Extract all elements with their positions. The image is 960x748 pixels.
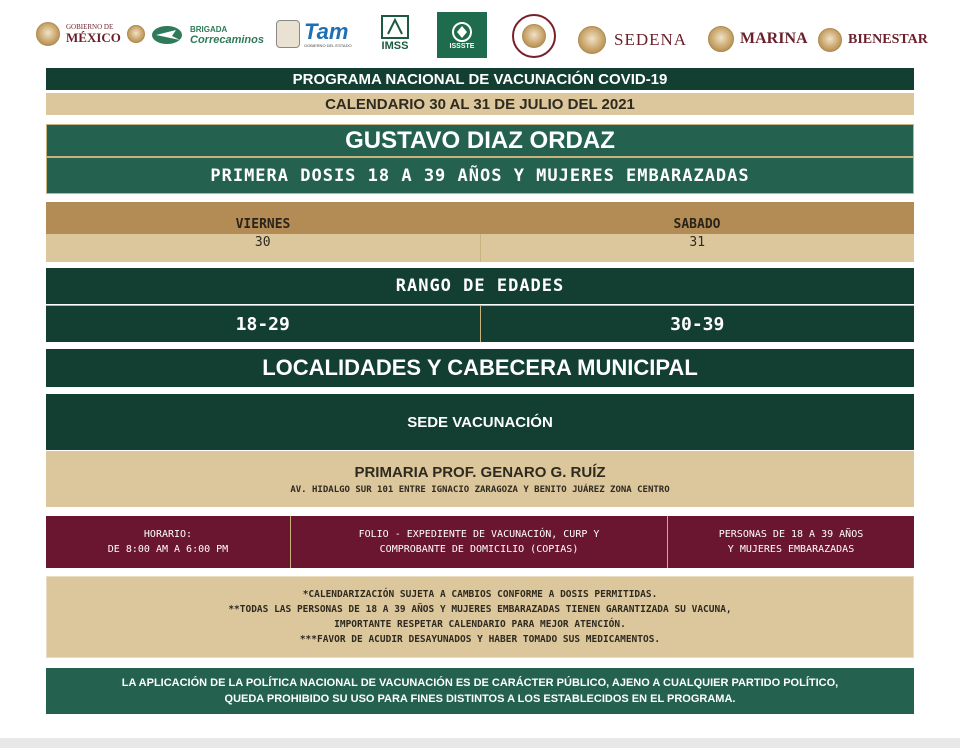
program-title: PROGRAMA NACIONAL DE VACUNACIÓN COVID-19 xyxy=(46,68,914,90)
age-range-1: 18-29 xyxy=(235,313,290,335)
documents-cell xyxy=(290,516,668,568)
age-range-row xyxy=(46,305,914,342)
gobierno-line2: MÉXICO xyxy=(66,29,121,45)
day-numbers-row xyxy=(46,234,914,262)
venue-details xyxy=(46,451,914,507)
note-1: *CALENDARIZACIÓN SUJETA A CAMBIOS CONFORME A DOSIS PERMITIDAS. xyxy=(302,589,658,600)
bienestar-text: BIENESTAR xyxy=(848,32,928,47)
day-name-2: SABADO xyxy=(673,217,721,232)
schedule-line1: HORARIO: xyxy=(143,529,193,540)
info-row xyxy=(46,516,914,568)
note-3: IMPORTANTE RESPETAR CALENDARIO PARA MEJOR ATENCIÓN. xyxy=(334,619,626,630)
people-line2: Y MUJERES EMBARAZADAS xyxy=(727,544,855,555)
bottom-edge xyxy=(0,738,960,748)
disclaimer xyxy=(46,668,914,714)
sedena-seal-icon xyxy=(578,26,606,54)
age-range-title: RANGO DE EDADES xyxy=(46,268,914,304)
tam-text: Tam xyxy=(304,18,349,44)
note-4: ***FAVOR DE ACUDIR DESAYUNADOS Y HABER TOMADO SUS MEDICAMENTOS. xyxy=(299,634,661,645)
people-cell xyxy=(668,516,914,568)
sedena-logo xyxy=(578,26,687,54)
disclaimer-line1: LA APLICACIÓN DE LA POLÍTICA NACIONAL DE VACUNACIÓN ES DE CARÁCTER PÚBLICO, AJENO A CUALQUIER PARTIDO POLÍTICO, xyxy=(121,677,839,689)
issste-text: ISSSTE xyxy=(449,42,475,50)
marina-text: MARINA xyxy=(740,30,808,47)
marina-logo xyxy=(708,26,808,52)
venue-address: AV. HIDALGO SUR 101 ENTRE IGNACIO ZARAGOZA Y BENITO JUÁREZ ZONA CENTRO xyxy=(290,484,670,495)
logo-strip xyxy=(0,0,960,68)
national-seal-logo xyxy=(512,14,556,58)
day-number-2: 31 xyxy=(480,234,915,262)
disclaimer-line2: QUEDA PROHIBIDO SU USO PARA FINES DISTINTOS A LOS ESTABLECIDOS EN EL PROGRAMA. xyxy=(224,693,736,705)
dose-group: PRIMERA DOSIS 18 A 39 AÑOS Y MUJERES EMBARAZADAS xyxy=(46,157,914,194)
day-number-1: 30 xyxy=(254,235,271,250)
note-2: **TODAS LAS PERSONAS DE 18 A 39 AÑOS Y MUJERES EMBARAZADAS TIENEN GARANTIZADA SU VACUNA, xyxy=(228,604,732,615)
tamaulipas-logo xyxy=(276,20,352,48)
sedena-text: SEDENA xyxy=(614,30,688,49)
municipality-title: GUSTAVO DIAZ ORDAZ xyxy=(46,124,914,157)
calendar-title: CALENDARIO 30 AL 31 DE JULIO DEL 2021 xyxy=(46,93,914,115)
tamaulipas-shield-icon xyxy=(276,20,300,48)
brigada-line2: Correcaminos xyxy=(190,33,264,46)
gobierno-mexico-logo xyxy=(36,22,145,46)
day-name-1: VIERNES xyxy=(235,217,291,232)
day-names-row xyxy=(46,202,914,234)
brigada-correcaminos-logo xyxy=(150,24,264,46)
issste-logo xyxy=(437,12,487,58)
imss-text: IMSS xyxy=(381,40,409,52)
imss-emblem-icon xyxy=(380,14,410,40)
tam-sub: GOBIERNO DEL ESTADO xyxy=(304,42,352,48)
bienestar-logo xyxy=(818,28,928,52)
imss-logo xyxy=(380,14,410,52)
schedule-cell xyxy=(46,516,290,568)
bienestar-seal-icon xyxy=(818,28,842,52)
people-line1: PERSONAS DE 18 A 39 AÑOS xyxy=(718,529,864,540)
age-range-2: 30-39 xyxy=(480,306,915,342)
roadrunner-icon xyxy=(150,24,184,46)
venue-title: SEDE VACUNACIÓN xyxy=(46,394,914,450)
venue-name: PRIMARIA PROF. GENARO G. RUÍZ xyxy=(354,463,606,481)
docs-line1: FOLIO - EXPEDIENTE DE VACUNACIÓN, CURP Y xyxy=(358,529,600,540)
mexico-seal-icon xyxy=(36,22,60,46)
marina-seal-icon xyxy=(708,26,734,52)
schedule-line2: DE 8:00 AM A 6:00 PM xyxy=(107,544,229,555)
brigada-line1: BRIGADA xyxy=(190,24,228,34)
localities-title: LOCALIDADES Y CABECERA MUNICIPAL xyxy=(46,349,914,387)
docs-line2: COMPROBANTE DE DOMICILIO (COPIAS) xyxy=(379,544,579,555)
notes-box xyxy=(46,576,914,658)
national-seal-icon xyxy=(512,14,556,58)
gobierno-line1: GOBIERNO DE xyxy=(66,22,114,31)
issste-emblem-icon xyxy=(449,21,475,43)
eagle-emblem-icon xyxy=(127,25,145,43)
